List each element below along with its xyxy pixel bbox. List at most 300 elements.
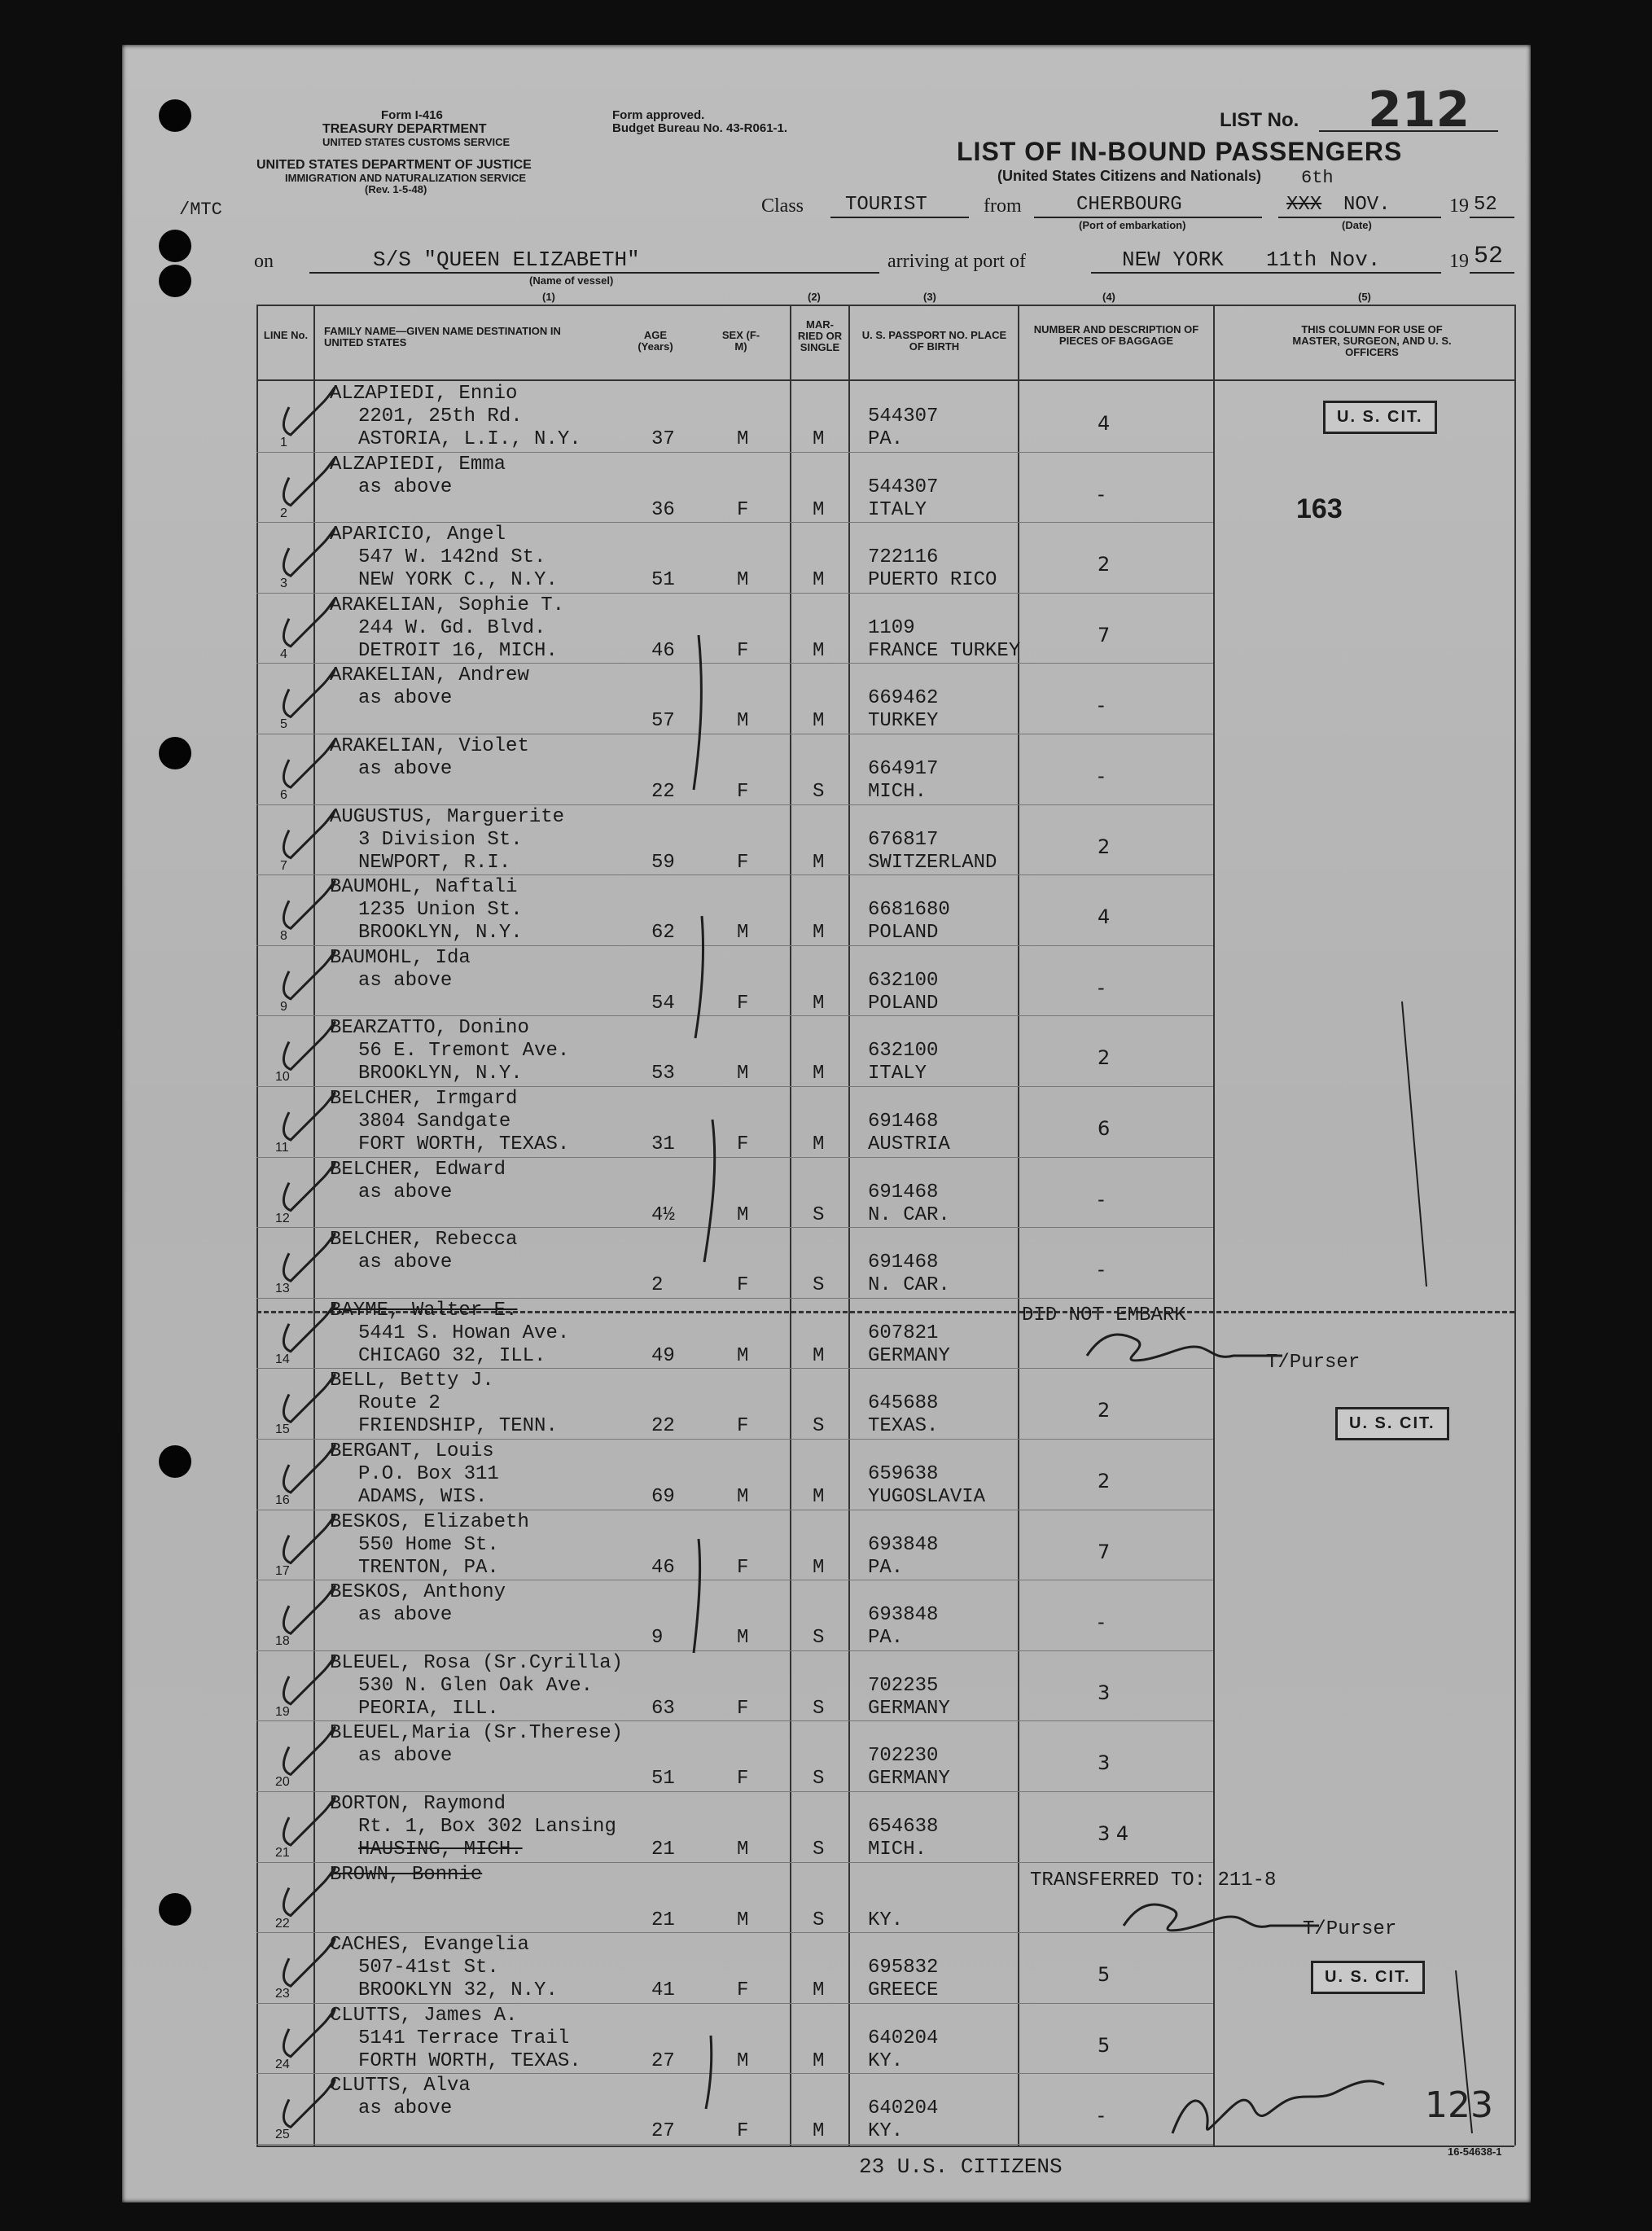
passport-number: 645688 bbox=[868, 1392, 939, 1415]
passenger-sex: M bbox=[737, 1839, 749, 1861]
passenger-marital-status: M bbox=[813, 1486, 825, 1508]
place-of-birth: FRANCE TURKEY bbox=[868, 639, 1021, 662]
passport-number: 632100 bbox=[868, 969, 939, 992]
passenger-address-1: as above bbox=[358, 476, 453, 498]
line-number: 8 bbox=[280, 929, 287, 944]
bracket-mark bbox=[694, 635, 701, 790]
passenger-age: 46 bbox=[651, 1556, 675, 1579]
baggage-count: 2 bbox=[1098, 1470, 1111, 1492]
check-mark bbox=[283, 2080, 335, 2127]
form-approved: Form approved. bbox=[612, 108, 705, 122]
column-number-5: (5) bbox=[1358, 291, 1371, 303]
baggage-count: 5 bbox=[1098, 1963, 1111, 1987]
baggage-count: - bbox=[1098, 1611, 1105, 1634]
customs-service: UNITED STATES CUSTOMS SERVICE bbox=[322, 136, 510, 148]
passenger-name: BAUMOHL, Naftali bbox=[330, 876, 518, 899]
passenger-sex: M bbox=[737, 569, 749, 592]
line-number: 25 bbox=[275, 2128, 290, 2142]
side-mark: /MTC bbox=[179, 199, 222, 220]
passport-number: 544307 bbox=[868, 405, 939, 427]
form-number: Form I-416 bbox=[381, 108, 443, 122]
did-not-embark-note: DID NOT EMBARK bbox=[1022, 1304, 1186, 1326]
passenger-name: BAUMOHL, Ida bbox=[330, 946, 471, 969]
check-mark bbox=[283, 1304, 335, 1352]
passenger-sex: M bbox=[737, 710, 749, 733]
arriving-label: arriving at port of bbox=[887, 251, 1026, 272]
port-caption: (Port of embarkation) bbox=[1079, 219, 1186, 231]
check-mark bbox=[283, 1657, 335, 1704]
passenger-sex: M bbox=[737, 2049, 749, 2072]
line-number: 10 bbox=[275, 1070, 290, 1085]
passenger-marital-status: M bbox=[813, 851, 825, 874]
passenger-address-2: BROOKLYN 32, N.Y. bbox=[358, 1979, 558, 2002]
passenger-name: ALZAPIEDI, Ennio bbox=[330, 383, 518, 405]
passenger-sex: M bbox=[737, 1486, 749, 1508]
baggage-count: 2 bbox=[1098, 553, 1111, 576]
passenger-name: APARICIO, Angel bbox=[330, 524, 506, 546]
bracket-mark bbox=[706, 2036, 712, 2109]
passenger-marital-status: S bbox=[813, 1909, 825, 1931]
passenger-address-1: 2201, 25th Rd. bbox=[358, 405, 523, 427]
passport-number: 693848 bbox=[868, 1604, 939, 1627]
passport-number: 676817 bbox=[868, 828, 939, 851]
passenger-address-2: HAUSING, MICH. bbox=[358, 1839, 523, 1861]
line-number: 14 bbox=[275, 1352, 290, 1366]
passenger-marital-status: S bbox=[813, 1697, 825, 1720]
passenger-age: 27 bbox=[651, 2049, 675, 2072]
check-mark bbox=[283, 669, 335, 717]
passenger-name: BEARZATTO, Donino bbox=[330, 1017, 529, 1040]
passport-number: 691468 bbox=[868, 1111, 939, 1133]
header-baggage: NUMBER AND DESCRIPTION OF PIECES OF BAGGAGE bbox=[1033, 323, 1199, 347]
column-number-1: (1) bbox=[542, 291, 555, 303]
line-number: 12 bbox=[275, 1211, 290, 1225]
passport-number: 702235 bbox=[868, 1674, 939, 1697]
baggage-count: - bbox=[1098, 765, 1105, 787]
check-mark bbox=[283, 1022, 335, 1069]
passport-number: 693848 bbox=[868, 1533, 939, 1556]
passport-number: 702230 bbox=[868, 1745, 939, 1768]
passenger-age: 54 bbox=[651, 992, 675, 1015]
passenger-name: CACHES, Evangelia bbox=[330, 1934, 529, 1957]
line-number: 20 bbox=[275, 1775, 290, 1790]
signature-note: 123 bbox=[1425, 2084, 1493, 2126]
passenger-marital-status: S bbox=[813, 781, 825, 803]
passenger-name: BERGANT, Louis bbox=[330, 1440, 494, 1462]
passenger-marital-status: M bbox=[813, 2049, 825, 2072]
line-number: 13 bbox=[275, 1282, 290, 1296]
bracket-mark bbox=[694, 1539, 700, 1653]
place-of-birth: KY. bbox=[868, 2049, 904, 2072]
passenger-marital-status: S bbox=[813, 1839, 825, 1861]
passenger-age: 22 bbox=[651, 781, 675, 803]
passenger-sex: F bbox=[737, 639, 749, 662]
passenger-address-1: P.O. Box 311 bbox=[358, 1463, 499, 1485]
check-mark bbox=[283, 528, 335, 576]
passenger-address-2: PEORIA, ILL. bbox=[358, 1697, 499, 1720]
passenger-sex: F bbox=[737, 1979, 749, 2002]
purser-label: T/Purser bbox=[1303, 1918, 1397, 1940]
baggage-count: 2 bbox=[1098, 1046, 1111, 1070]
footer-total: 23 U.S. CITIZENS bbox=[859, 2154, 1063, 2179]
check-mark bbox=[283, 1586, 335, 1633]
arrival-year-prefix: 19 bbox=[1449, 251, 1469, 272]
passenger-sex: F bbox=[737, 1768, 749, 1790]
passenger-sex: M bbox=[737, 1203, 749, 1226]
passenger-marital-status: M bbox=[813, 1979, 825, 2002]
passenger-address-1: 5141 Terrace Trail bbox=[358, 2027, 570, 2049]
passenger-address-1: as above bbox=[358, 1745, 453, 1768]
check-mark bbox=[283, 2010, 335, 2057]
passenger-address-1: as above bbox=[358, 969, 453, 992]
check-mark bbox=[283, 881, 335, 928]
passenger-age: 51 bbox=[651, 1768, 675, 1790]
line-number: 19 bbox=[275, 1704, 290, 1719]
passenger-address-1: Route 2 bbox=[358, 1392, 440, 1415]
date-month: NOV. bbox=[1343, 194, 1391, 216]
place-of-birth: GERMANY bbox=[868, 1697, 950, 1720]
port-of-embarkation: CHERBOURG bbox=[1076, 194, 1182, 216]
passport-number: 669462 bbox=[868, 687, 939, 710]
passenger-address-1: 507-41st St. bbox=[358, 1957, 499, 1979]
on-label: on bbox=[254, 251, 274, 272]
passport-number: 722116 bbox=[868, 546, 939, 569]
passenger-address-1: as above bbox=[358, 687, 453, 710]
passenger-count: 163 bbox=[1296, 493, 1343, 524]
line-number: 5 bbox=[280, 717, 287, 732]
passenger-marital-status: M bbox=[813, 710, 825, 733]
us-citizen-stamp: U. S. CIT. bbox=[1323, 401, 1437, 434]
passenger-sex: F bbox=[737, 851, 749, 874]
passenger-marital-status: S bbox=[813, 1203, 825, 1226]
class-value: TOURIST bbox=[845, 194, 927, 216]
passenger-age: 37 bbox=[651, 428, 675, 450]
passenger-address-1: as above bbox=[358, 1604, 453, 1627]
passenger-name: BESKOS, Anthony bbox=[330, 1581, 506, 1604]
place-of-birth: GREECE bbox=[868, 1979, 939, 2002]
bracket-mark bbox=[704, 1120, 715, 1262]
passport-number: 544307 bbox=[868, 476, 939, 498]
passenger-address-2: NEW YORK C., N.Y. bbox=[358, 569, 558, 592]
place-of-birth: TEXAS. bbox=[868, 1415, 939, 1438]
passenger-name: BESKOS, Elizabeth bbox=[330, 1510, 529, 1533]
passenger-address-1: Rt. 1, Box 302 Lansing bbox=[358, 1816, 616, 1838]
passenger-age: 36 bbox=[651, 498, 675, 521]
place-of-birth: PA. bbox=[868, 1627, 904, 1650]
place-of-birth: YUGOSLAVIA bbox=[868, 1486, 986, 1508]
passenger-address-1: 3 Division St. bbox=[358, 828, 523, 851]
header-sex: SEX (F-M) bbox=[721, 329, 760, 353]
passport-number: 691468 bbox=[868, 1251, 939, 1274]
place-of-birth: PA. bbox=[868, 1556, 904, 1579]
baggage-count: - bbox=[1098, 2104, 1105, 2128]
passport-number: 632100 bbox=[868, 1040, 939, 1063]
line-number: 21 bbox=[275, 1846, 290, 1860]
passenger-sex: F bbox=[737, 1697, 749, 1720]
check-mark bbox=[283, 1234, 335, 1281]
budget-bureau: Budget Bureau No. 43-R061-1. bbox=[612, 121, 788, 135]
line-number: 2 bbox=[280, 506, 287, 520]
passenger-name: BLEUEL, Rosa (Sr.Cyrilla) bbox=[330, 1651, 624, 1674]
passenger-address-2: FRIENDSHIP, TENN. bbox=[358, 1415, 558, 1438]
passenger-marital-status: S bbox=[813, 1415, 825, 1438]
tick-column-mark bbox=[1402, 1002, 1426, 1286]
passenger-age: 51 bbox=[651, 569, 675, 592]
line-number: 1 bbox=[280, 436, 287, 449]
document-title: LIST OF IN-BOUND PASSENGERS bbox=[957, 137, 1403, 166]
passenger-address-1: as above bbox=[358, 1251, 453, 1274]
passenger-sex: F bbox=[737, 1274, 749, 1297]
passenger-address-2: FORT WORTH, TEXAS. bbox=[358, 1133, 570, 1155]
check-mark bbox=[283, 1374, 335, 1422]
place-of-birth: KY. bbox=[868, 2120, 904, 2143]
line-number: 11 bbox=[275, 1141, 289, 1155]
place-of-birth: N. CAR. bbox=[868, 1274, 950, 1297]
passenger-age: 9 bbox=[651, 1627, 664, 1650]
baggage-count: - bbox=[1098, 975, 1105, 999]
place-of-birth: MICH. bbox=[868, 1839, 927, 1861]
baggage-count: 7 bbox=[1098, 623, 1111, 647]
vessel-caption: (Name of vessel) bbox=[529, 274, 614, 287]
passenger-name: BELL, Betty J. bbox=[330, 1370, 494, 1392]
passenger-address-1: 5441 S. Howan Ave. bbox=[358, 1322, 570, 1344]
place-of-birth: KY. bbox=[868, 1909, 904, 1931]
passenger-age: 57 bbox=[651, 710, 675, 733]
passenger-address-2: DETROIT 16, MICH. bbox=[358, 639, 558, 662]
passenger-name: BORTON, Raymond bbox=[330, 1793, 506, 1815]
signature-mark bbox=[1087, 1335, 1282, 1361]
vessel-name: S/S "QUEEN ELIZABETH" bbox=[373, 248, 640, 272]
passenger-age: 27 bbox=[651, 2120, 675, 2143]
passenger-sex: F bbox=[737, 1133, 749, 1155]
line-number: 17 bbox=[275, 1563, 290, 1578]
check-mark bbox=[283, 1798, 335, 1845]
baggage-count: - bbox=[1098, 482, 1105, 506]
passenger-sex: M bbox=[737, 1627, 749, 1650]
signature-mark bbox=[1124, 1904, 1319, 1931]
check-mark bbox=[283, 388, 335, 435]
place-of-birth: AUSTRIA bbox=[868, 1133, 950, 1155]
passenger-name: BAYME, Walter E. bbox=[330, 1299, 518, 1322]
passenger-age: 46 bbox=[651, 639, 675, 662]
passenger-address-1: 56 E. Tremont Ave. bbox=[358, 1040, 570, 1063]
passenger-address-2: TRENTON, PA. bbox=[358, 1556, 499, 1579]
passenger-marital-status: M bbox=[813, 1344, 825, 1367]
treasury-department: TREASURY DEPARTMENT bbox=[322, 122, 487, 136]
passenger-sex: M bbox=[737, 1909, 749, 1931]
passenger-address-2: FORTH WORTH, TEXAS. bbox=[358, 2049, 581, 2072]
passenger-sex: F bbox=[737, 498, 749, 521]
passport-number: 640204 bbox=[868, 2027, 939, 2049]
baggage-count: 3 bbox=[1098, 1751, 1111, 1775]
passenger-marital-status: M bbox=[813, 1556, 825, 1579]
passport-number: 6681680 bbox=[868, 899, 950, 922]
line-number: 4 bbox=[280, 647, 287, 661]
arrival-port: NEW YORK bbox=[1122, 248, 1224, 272]
baggage-count: 3 bbox=[1098, 1681, 1111, 1704]
form-revision: (Rev. 1-5-48) bbox=[365, 183, 427, 195]
passport-number: 664917 bbox=[868, 758, 939, 780]
baggage-count: 3 4 bbox=[1098, 1822, 1129, 1845]
baggage-count: 7 bbox=[1098, 1540, 1111, 1563]
header-passport: U. S. PASSPORT NO. PLACE OF BIRTH bbox=[861, 329, 1007, 353]
passenger-age: 31 bbox=[651, 1133, 675, 1155]
line-number: 24 bbox=[275, 2057, 290, 2071]
passenger-age: 21 bbox=[651, 1839, 675, 1861]
passenger-marital-status: S bbox=[813, 1768, 825, 1790]
passenger-marital-status: M bbox=[813, 639, 825, 662]
passenger-sex: M bbox=[737, 428, 749, 450]
baggage-count: - bbox=[1098, 1258, 1105, 1282]
header-officers: THIS COLUMN FOR USE OF MASTER, SURGEON, AND U. S. OFFICERS bbox=[1292, 323, 1452, 358]
department-of-justice: UNITED STATES DEPARTMENT OF JUSTICE bbox=[256, 158, 532, 172]
check-mark bbox=[283, 1516, 335, 1563]
check-mark bbox=[283, 811, 335, 858]
header-married: MAR-RIED OR SINGLE bbox=[797, 318, 843, 353]
place-of-birth: POLAND bbox=[868, 922, 939, 945]
check-mark bbox=[283, 458, 335, 506]
baggage-count: - bbox=[1098, 1187, 1105, 1211]
line-number: 16 bbox=[275, 1493, 290, 1507]
column-number-3: (3) bbox=[923, 291, 936, 303]
passenger-address-2: BROOKLYN, N.Y. bbox=[358, 1063, 523, 1085]
passport-number: 1109 bbox=[868, 616, 915, 639]
passenger-name: CLUTTS, Alva bbox=[330, 2075, 471, 2097]
check-mark bbox=[283, 1869, 335, 1916]
passenger-age: 69 bbox=[651, 1486, 675, 1508]
check-mark bbox=[283, 952, 335, 999]
passport-number: 659638 bbox=[868, 1463, 939, 1485]
passenger-sex: F bbox=[737, 1415, 749, 1438]
class-label: Class bbox=[761, 195, 804, 217]
line-number: 15 bbox=[275, 1422, 290, 1437]
column-number-2: (2) bbox=[808, 291, 821, 303]
place-of-birth: GERMANY bbox=[868, 1768, 950, 1790]
us-citizen-stamp: U. S. CIT. bbox=[1335, 1407, 1449, 1440]
passenger-address-2: ADAMS, WIS. bbox=[358, 1486, 488, 1508]
place-of-birth: POLAND bbox=[868, 992, 939, 1015]
document-subtitle: (United States Citizens and Nationals) bbox=[997, 168, 1262, 184]
place-of-birth: GERMANY bbox=[868, 1344, 950, 1367]
passenger-sex: M bbox=[737, 922, 749, 945]
passenger-address-1: as above bbox=[358, 2097, 453, 2120]
passenger-age: 49 bbox=[651, 1344, 675, 1367]
passenger-marital-status: M bbox=[813, 1133, 825, 1155]
passenger-marital-status: S bbox=[813, 1627, 825, 1650]
passenger-age: 62 bbox=[651, 922, 675, 945]
passenger-address-2: ASTORIA, L.I., N.Y. bbox=[358, 428, 581, 450]
from-label: from bbox=[984, 195, 1022, 217]
passenger-marital-status: S bbox=[813, 1274, 825, 1297]
passenger-address-1: as above bbox=[358, 1181, 453, 1203]
passenger-address-1: as above bbox=[358, 758, 453, 780]
place-of-birth: N. CAR. bbox=[868, 1203, 950, 1226]
check-mark bbox=[283, 1164, 335, 1211]
passenger-name: BROWN, Bonnie bbox=[330, 1863, 483, 1886]
line-number: 22 bbox=[275, 1916, 290, 1931]
check-mark bbox=[283, 1093, 335, 1140]
passenger-name: BELCHER, Rebecca bbox=[330, 1229, 518, 1251]
baggage-count: - bbox=[1098, 694, 1105, 717]
signature-mark bbox=[1172, 2081, 1384, 2133]
passenger-sex: F bbox=[737, 1556, 749, 1579]
form-code: 16-54638-1 bbox=[1448, 2146, 1502, 2158]
header-age: AGE (Years) bbox=[638, 329, 673, 353]
passenger-age: 2 bbox=[651, 1274, 664, 1297]
passport-number: 607821 bbox=[868, 1322, 939, 1344]
passenger-address-1: 530 N. Glen Oak Ave. bbox=[358, 1674, 594, 1697]
us-citizen-stamp: U. S. CIT. bbox=[1311, 1961, 1425, 1994]
baggage-count: 2 bbox=[1098, 835, 1111, 858]
passenger-address-2: BROOKLYN, N.Y. bbox=[358, 922, 523, 945]
baggage-count: 2 bbox=[1098, 1399, 1111, 1422]
passenger-sex: F bbox=[737, 2120, 749, 2143]
passenger-name: ARAKELIAN, Andrew bbox=[330, 664, 529, 687]
passenger-address-2: NEWPORT, R.I. bbox=[358, 851, 511, 874]
check-mark bbox=[283, 1939, 335, 1986]
passenger-address-1: 244 W. Gd. Blvd. bbox=[358, 616, 546, 639]
column-number-4: (4) bbox=[1102, 291, 1115, 303]
passenger-name: BELCHER, Edward bbox=[330, 1158, 506, 1181]
passenger-marital-status: M bbox=[813, 428, 825, 450]
header-name: FAMILY NAME—GIVEN NAME DESTINATION IN UNITED STATES bbox=[324, 325, 561, 348]
passenger-name: AUGUSTUS, Marguerite bbox=[330, 805, 565, 828]
date-struck: XXX bbox=[1286, 194, 1322, 216]
check-mark bbox=[283, 1445, 335, 1492]
baggage-count: 4 bbox=[1098, 905, 1111, 929]
arrival-year-suffix: 52 bbox=[1474, 243, 1504, 270]
purser-label: T/Purser bbox=[1266, 1352, 1361, 1374]
header-line-no: LINE No. bbox=[263, 329, 309, 341]
tick-column-mark bbox=[1456, 1970, 1472, 2133]
line-number: 18 bbox=[275, 1634, 290, 1649]
place-of-birth: TURKEY bbox=[868, 710, 939, 733]
transferred-note: TRANSFERRED TO: 211-8 bbox=[1030, 1869, 1277, 1891]
passenger-age: 41 bbox=[651, 1979, 675, 2002]
check-mark bbox=[283, 740, 335, 787]
place-of-birth: SWITZERLAND bbox=[868, 851, 997, 874]
bracket-mark bbox=[695, 916, 703, 1038]
passport-number: 654638 bbox=[868, 1816, 939, 1838]
passenger-age: 22 bbox=[651, 1415, 675, 1438]
place-of-birth: ITALY bbox=[868, 1063, 927, 1085]
passenger-name: ARAKELIAN, Sophie T. bbox=[330, 594, 565, 616]
passenger-address-1: 1235 Union St. bbox=[358, 899, 523, 922]
passenger-marital-status: M bbox=[813, 922, 825, 945]
baggage-count: 5 bbox=[1098, 2033, 1111, 2057]
year-suffix: 52 bbox=[1474, 194, 1497, 216]
baggage-count: 6 bbox=[1098, 1117, 1111, 1140]
passenger-age: 53 bbox=[651, 1063, 675, 1085]
passenger-address-1: 550 Home St. bbox=[358, 1533, 499, 1556]
passenger-sex: F bbox=[737, 992, 749, 1015]
passenger-age: 63 bbox=[651, 1697, 675, 1720]
immigration-service: IMMIGRATION AND NATURALIZATION SERVICE bbox=[285, 172, 527, 184]
date-caption: (Date) bbox=[1342, 219, 1372, 231]
line-number: 23 bbox=[275, 1987, 290, 2001]
list-number-label: LIST No. bbox=[1220, 109, 1299, 131]
passenger-sex: M bbox=[737, 1344, 749, 1367]
place-of-birth: ITALY bbox=[868, 498, 927, 521]
passenger-sex: M bbox=[737, 1063, 749, 1085]
passenger-name: ARAKELIAN, Violet bbox=[330, 735, 529, 757]
passenger-marital-status: M bbox=[813, 569, 825, 592]
passenger-age: 59 bbox=[651, 851, 675, 874]
place-of-birth: PA. bbox=[868, 428, 904, 450]
year-prefix: 19 bbox=[1449, 195, 1469, 217]
passenger-name: ALZAPIEDI, Emma bbox=[330, 453, 506, 476]
passenger-age: 21 bbox=[651, 1909, 675, 1931]
